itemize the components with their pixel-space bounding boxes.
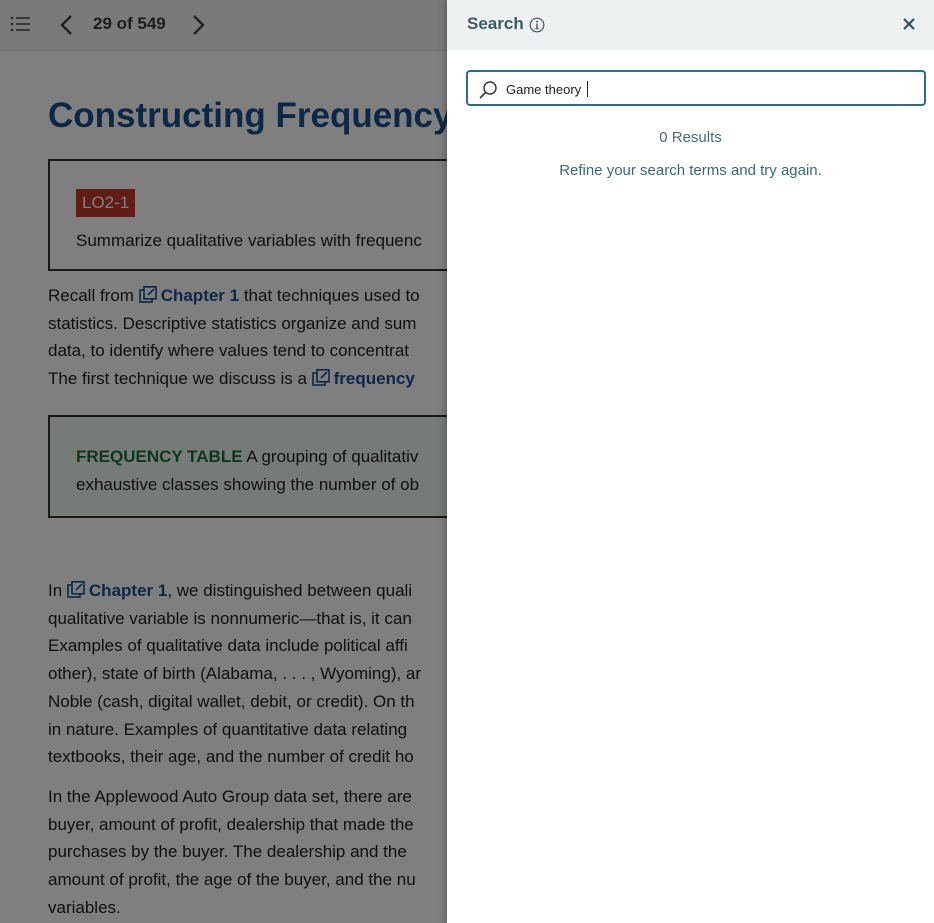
close-icon: [897, 12, 921, 36]
search-input[interactable]: [506, 78, 906, 100]
results-hint: Refine your search terms and try again.: [559, 162, 822, 179]
info-icon[interactable]: [529, 17, 545, 33]
search-icon: [478, 80, 498, 100]
search-panel: [447, 0, 934, 923]
close-search-button[interactable]: [897, 12, 921, 36]
search-field[interactable]: [466, 70, 926, 106]
search-panel-header: [447, 0, 934, 50]
results-count: 0 Results: [659, 129, 722, 146]
text-cursor: [587, 81, 588, 97]
search-panel-title: Search: [467, 14, 524, 33]
